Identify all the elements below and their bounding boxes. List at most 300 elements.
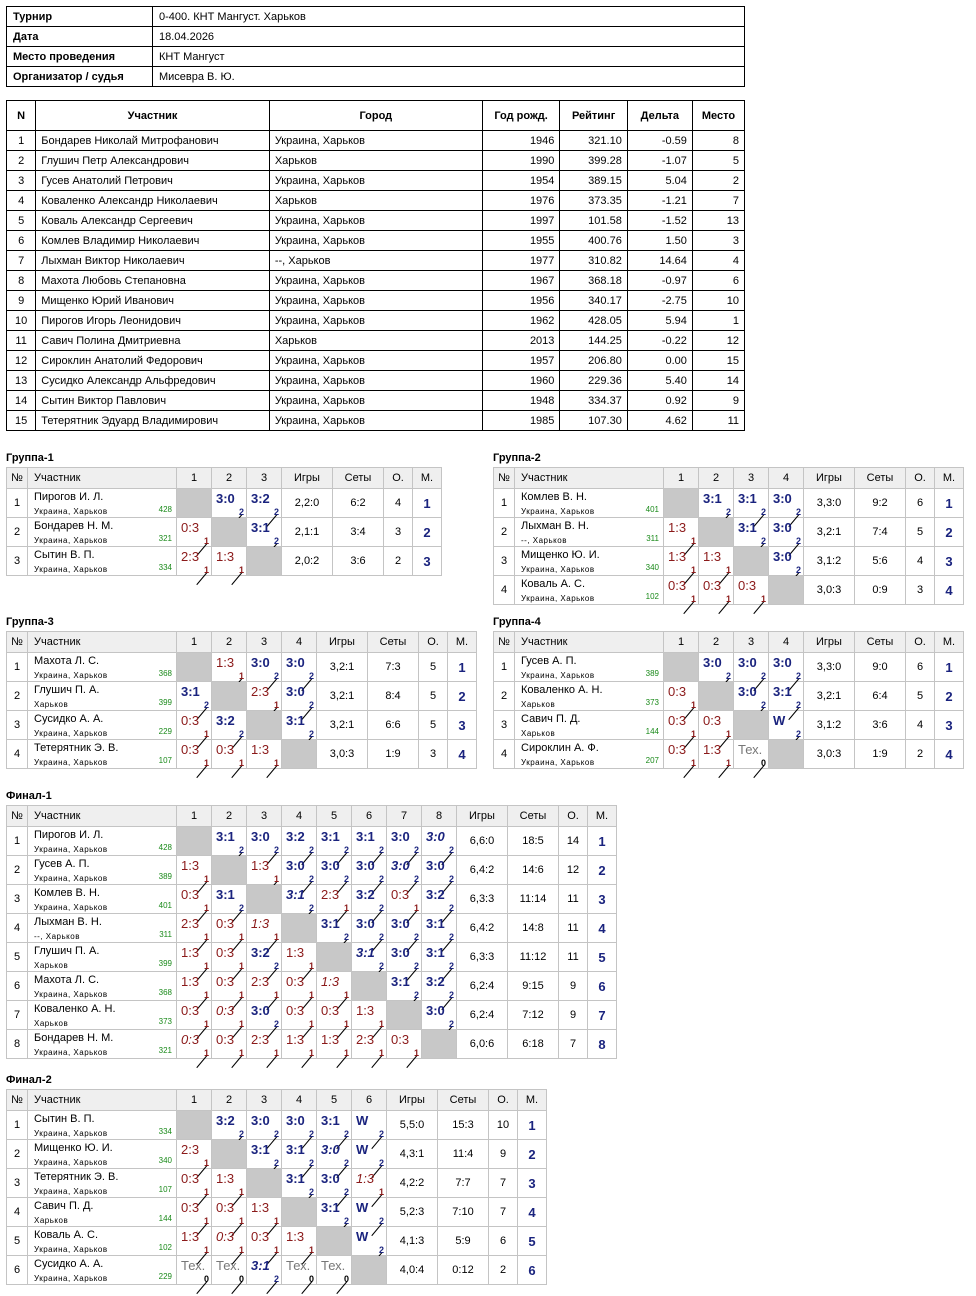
match-result-cell[interactable] (177, 1198, 212, 1227)
match-result-cell[interactable] (247, 1111, 282, 1140)
match-score: 3:1 (738, 520, 757, 535)
match-result-cell[interactable] (317, 914, 352, 943)
match-result-cell[interactable] (177, 740, 212, 769)
participant-row (7, 311, 745, 331)
match-result-cell[interactable] (769, 682, 804, 711)
match-points: 1 (308, 1019, 314, 1029)
participants-header-cell: Рейтинг (560, 101, 627, 131)
player-cell (28, 1169, 177, 1198)
match-result-cell[interactable] (699, 547, 734, 576)
match-result-cell[interactable] (247, 1198, 282, 1227)
match-result-cell[interactable] (317, 885, 352, 914)
match-result-cell[interactable] (699, 489, 734, 518)
match-result-cell[interactable] (212, 1001, 247, 1030)
match-result-cell[interactable] (247, 1227, 282, 1256)
participant-cell: 3 (692, 231, 744, 251)
sets-cell: 1:9 (368, 740, 419, 769)
participant-cell: 14 (7, 391, 36, 411)
match-result-cell[interactable] (317, 1140, 352, 1169)
match-result-cell[interactable] (177, 682, 212, 711)
match-result-cell[interactable] (212, 914, 247, 943)
sets-cell: 11:4 (438, 1140, 489, 1169)
match-result-cell[interactable] (387, 856, 422, 885)
match-result-cell[interactable] (282, 1030, 317, 1059)
match-score: 3:1 (251, 1258, 270, 1273)
match-result-cell[interactable] (247, 1030, 282, 1059)
sets-cell: 18:5 (508, 827, 559, 856)
match-result-cell[interactable] (352, 914, 387, 943)
place-cell: 2 (588, 856, 617, 885)
player-city: Украина, Харьков (521, 758, 595, 767)
match-result-cell[interactable] (212, 489, 247, 518)
match-points: 2 (795, 536, 801, 546)
match-result-cell[interactable] (212, 711, 247, 740)
match-result-cell[interactable] (699, 653, 734, 682)
sets-cell: 1:9 (855, 740, 906, 769)
match-points: 1 (725, 594, 731, 604)
player-rating: 401 (645, 505, 659, 514)
grid-header-points: О. (489, 1090, 518, 1111)
match-result-cell[interactable] (734, 653, 769, 682)
row-number: 4 (494, 576, 515, 605)
match-result-cell[interactable] (664, 682, 699, 711)
group-grid (493, 467, 964, 605)
match-result-cell[interactable] (282, 1169, 317, 1198)
match-score: 3:2 (356, 887, 375, 902)
participant-cell: 340.17 (560, 291, 627, 311)
match-result-cell[interactable] (177, 1001, 212, 1030)
games-cell: 5,5:0 (387, 1111, 438, 1140)
match-result-cell[interactable] (247, 943, 282, 972)
games-cell: 4,0:4 (387, 1256, 438, 1285)
grid-row (494, 489, 964, 518)
games-cell: 2,0:2 (282, 547, 333, 576)
match-result-cell[interactable] (769, 518, 804, 547)
match-result-cell[interactable] (317, 1001, 352, 1030)
player-rating: 401 (158, 901, 172, 910)
match-result-cell[interactable] (317, 972, 352, 1001)
match-score: 3:1 (251, 520, 270, 535)
games-cell: 3,3:0 (804, 653, 855, 682)
match-result-cell[interactable] (212, 1030, 247, 1059)
participant-row (7, 151, 745, 171)
match-result-cell[interactable] (247, 740, 282, 769)
match-score: 1:3 (216, 1171, 235, 1186)
match-points: 2 (448, 961, 454, 971)
info-value: Мисевра В. Ю. (153, 67, 745, 87)
participant-cell: Украина, Харьков (269, 271, 482, 291)
match-result-cell[interactable] (317, 1256, 352, 1285)
match-result-cell[interactable] (387, 827, 422, 856)
grid-row (7, 489, 442, 518)
match-result-cell[interactable] (177, 547, 212, 576)
participant-cell: Пирогов Игорь Леонидович (36, 311, 270, 331)
match-result-cell[interactable] (212, 1256, 247, 1285)
match-result-cell[interactable] (387, 972, 422, 1001)
match-result-cell[interactable] (177, 943, 212, 972)
points-cell: 6 (489, 1227, 518, 1256)
player-name: Мищенко Ю. И. (521, 549, 600, 561)
row-number: 3 (7, 1169, 28, 1198)
match-result-cell[interactable] (247, 827, 282, 856)
games-cell: 6,3:3 (457, 885, 508, 914)
player-cell (28, 1227, 177, 1256)
player-rating: 207 (645, 756, 659, 765)
player-name: Сытин В. П. (34, 1113, 95, 1125)
player-name: Комлев В. Н. (34, 887, 100, 899)
player-name: Бондарев Н. М. (34, 520, 114, 532)
player-rating: 340 (645, 563, 659, 572)
match-result-cell[interactable] (352, 1227, 387, 1256)
participant-cell: Сироклин Анатолий Федорович (36, 351, 270, 371)
points-cell: 5 (419, 682, 448, 711)
match-result-cell[interactable] (282, 1227, 317, 1256)
match-result-cell[interactable] (422, 1001, 457, 1030)
match-result-cell[interactable] (282, 1111, 317, 1140)
match-result-cell[interactable] (387, 1030, 422, 1059)
match-score: 3:0 (356, 858, 375, 873)
match-result-cell[interactable] (769, 489, 804, 518)
match-result-cell[interactable] (177, 518, 212, 547)
grid-header-number: № (7, 1090, 28, 1111)
grid-header-opponent: 5 (317, 1090, 352, 1111)
match-result-cell[interactable] (282, 885, 317, 914)
points-cell: 11 (559, 914, 588, 943)
match-result-cell[interactable] (282, 682, 317, 711)
match-result-cell[interactable] (282, 943, 317, 972)
match-result-cell[interactable] (352, 1001, 387, 1030)
player-name: Глушич П. А. (34, 684, 100, 696)
grid-header-games: Игры (804, 468, 855, 489)
grid-header-row (7, 632, 477, 653)
match-result-cell[interactable] (422, 972, 457, 1001)
match-points: 1 (238, 932, 244, 942)
player-cell (515, 740, 664, 769)
match-result-cell[interactable] (177, 885, 212, 914)
match-result-cell[interactable] (177, 1256, 212, 1285)
match-points: 1 (690, 565, 696, 575)
match-result-cell[interactable] (769, 711, 804, 740)
match-result-cell[interactable] (699, 576, 734, 605)
match-result-cell[interactable] (769, 547, 804, 576)
match-result-cell[interactable] (282, 711, 317, 740)
match-result-cell[interactable] (422, 914, 457, 943)
participant-cell: 206.80 (560, 351, 627, 371)
match-result-cell[interactable] (769, 653, 804, 682)
participant-cell: 1997 (482, 211, 560, 231)
grid-row (7, 885, 617, 914)
match-score: 0:3 (703, 578, 722, 593)
participant-cell: 0.00 (627, 351, 692, 371)
match-result-cell[interactable] (734, 576, 769, 605)
match-result-cell[interactable] (282, 856, 317, 885)
sets-cell: 5:9 (438, 1227, 489, 1256)
group-grid (6, 631, 477, 769)
player-name: Лыхман В. Н. (34, 916, 102, 928)
self-cell (734, 711, 769, 740)
row-number: 2 (7, 856, 28, 885)
match-result-cell[interactable] (282, 1001, 317, 1030)
match-score: 0:3 (181, 887, 200, 902)
match-score: 3:0 (251, 1003, 270, 1018)
match-points: 2 (273, 1019, 279, 1029)
match-points: 0 (760, 758, 766, 768)
participant-cell: Коваленко Александр Николаевич (36, 191, 270, 211)
self-cell (212, 1140, 247, 1169)
match-result-cell[interactable] (177, 1030, 212, 1059)
match-score: 1:3 (216, 549, 235, 564)
match-result-cell[interactable] (734, 518, 769, 547)
match-points: 0 (308, 1274, 314, 1284)
match-result-cell[interactable] (422, 943, 457, 972)
match-points: 1 (238, 990, 244, 1000)
match-result-cell[interactable] (212, 972, 247, 1001)
player-name: Коваленко А. Н. (34, 1003, 116, 1015)
match-points: 2 (343, 845, 349, 855)
match-points: 1 (203, 1019, 209, 1029)
self-cell (247, 885, 282, 914)
points-cell: 4 (906, 547, 935, 576)
match-result-cell[interactable] (247, 653, 282, 682)
match-result-cell[interactable] (664, 518, 699, 547)
match-result-cell[interactable] (699, 740, 734, 769)
player-name: Махота Л. С. (34, 974, 100, 986)
grid-header-opponent: 3 (734, 632, 769, 653)
match-result-cell[interactable] (212, 1227, 247, 1256)
match-score: 3:1 (286, 1171, 305, 1186)
player-name: Комлев В. Н. (521, 491, 587, 503)
match-result-cell[interactable] (247, 1256, 282, 1285)
match-result-cell[interactable] (352, 1198, 387, 1227)
place-cell: 2 (448, 682, 477, 711)
match-score: 1:3 (668, 520, 687, 535)
points-cell: 9 (489, 1140, 518, 1169)
match-result-cell[interactable] (247, 972, 282, 1001)
sets-cell: 9:15 (508, 972, 559, 1001)
match-result-cell[interactable] (422, 827, 457, 856)
match-result-cell[interactable] (282, 972, 317, 1001)
match-points: 2 (343, 1129, 349, 1139)
match-result-cell[interactable] (177, 1227, 212, 1256)
player-rating: 373 (645, 698, 659, 707)
match-result-cell[interactable] (212, 740, 247, 769)
match-result-cell[interactable] (352, 943, 387, 972)
grid-row (7, 914, 617, 943)
match-result-cell[interactable] (352, 1111, 387, 1140)
grid-row (494, 682, 964, 711)
match-points: 2 (378, 1245, 384, 1255)
info-value: 0-400. КНТ Мангуст. Харьков (153, 7, 745, 27)
group-grid (493, 631, 964, 769)
self-cell (387, 1001, 422, 1030)
player-rating: 321 (158, 534, 172, 543)
points-cell: 3 (906, 576, 935, 605)
player-city: Украина, Харьков (34, 758, 108, 767)
match-score: 3:1 (356, 945, 375, 960)
match-score: 0:3 (181, 1200, 200, 1215)
match-result-cell[interactable] (352, 827, 387, 856)
match-result-cell[interactable] (247, 489, 282, 518)
match-result-cell[interactable] (247, 914, 282, 943)
match-result-cell[interactable] (317, 1111, 352, 1140)
games-cell: 2,2:0 (282, 489, 333, 518)
grid-header-points: О. (906, 632, 935, 653)
match-result-cell[interactable] (352, 1169, 387, 1198)
games-cell: 3,2:1 (804, 518, 855, 547)
place-cell: 6 (518, 1256, 547, 1285)
sets-cell: 7:10 (438, 1198, 489, 1227)
match-result-cell[interactable] (734, 489, 769, 518)
grid-header-opponent: 2 (212, 1090, 247, 1111)
participant-cell: 6 (692, 271, 744, 291)
match-score: 3:1 (286, 887, 305, 902)
grid-header-opponent: 4 (282, 1090, 317, 1111)
info-value: 18.04.2026 (153, 27, 745, 47)
match-result-cell[interactable] (177, 914, 212, 943)
info-row (7, 7, 745, 27)
place-cell: 3 (588, 885, 617, 914)
match-result-cell[interactable] (664, 711, 699, 740)
match-result-cell[interactable] (422, 856, 457, 885)
match-result-cell[interactable] (282, 1256, 317, 1285)
participant-cell: 399.28 (560, 151, 627, 171)
match-points: 1 (203, 932, 209, 942)
match-result-cell[interactable] (387, 914, 422, 943)
match-result-cell[interactable] (282, 653, 317, 682)
match-points: 2 (203, 700, 209, 710)
match-score: 3:1 (773, 684, 792, 699)
match-result-cell[interactable] (282, 827, 317, 856)
match-result-cell[interactable] (317, 856, 352, 885)
participant-cell: 5.04 (627, 171, 692, 191)
player-cell (28, 682, 177, 711)
participant-cell: 1985 (482, 411, 560, 431)
participant-cell: 10 (7, 311, 36, 331)
match-result-cell[interactable] (664, 740, 699, 769)
match-result-cell[interactable] (664, 547, 699, 576)
match-points: 1 (273, 874, 279, 884)
match-result-cell[interactable] (247, 1140, 282, 1169)
games-cell: 6,4:2 (457, 914, 508, 943)
player-city: Украина, Харьков (34, 565, 108, 574)
match-result-cell[interactable] (247, 682, 282, 711)
grid-row (7, 1169, 547, 1198)
player-cell (28, 518, 177, 547)
player-name: Пирогов И. Л. (34, 491, 104, 503)
match-result-cell[interactable] (734, 740, 769, 769)
match-result-cell[interactable] (177, 1140, 212, 1169)
match-result-cell[interactable] (317, 1198, 352, 1227)
player-rating: 311 (646, 534, 659, 543)
match-result-cell[interactable] (352, 885, 387, 914)
match-result-cell[interactable] (387, 885, 422, 914)
player-rating: 321 (158, 1046, 172, 1055)
match-result-cell[interactable] (387, 943, 422, 972)
match-result-cell[interactable] (317, 1030, 352, 1059)
match-points: 2 (238, 507, 244, 517)
player-rating: 102 (645, 592, 659, 601)
match-result-cell[interactable] (212, 1169, 247, 1198)
match-result-cell[interactable] (212, 1198, 247, 1227)
match-result-cell[interactable] (212, 885, 247, 914)
match-result-cell[interactable] (734, 682, 769, 711)
match-score: 3:1 (216, 887, 235, 902)
match-score: 1:3 (251, 916, 270, 931)
match-result-cell[interactable] (177, 972, 212, 1001)
participant-cell: 101.58 (560, 211, 627, 231)
grid-row (7, 1111, 547, 1140)
match-result-cell[interactable] (317, 1169, 352, 1198)
match-result-cell[interactable] (177, 711, 212, 740)
match-result-cell[interactable] (177, 1169, 212, 1198)
match-result-cell[interactable] (247, 1001, 282, 1030)
participant-cell: 15 (7, 411, 36, 431)
match-result-cell[interactable] (282, 1140, 317, 1169)
grid-header-sets: Сеты (508, 806, 559, 827)
grid-header-opponent: 1 (177, 468, 212, 489)
points-cell: 6 (906, 489, 935, 518)
grid-header-points: О. (559, 806, 588, 827)
match-result-cell[interactable] (212, 943, 247, 972)
match-points: 0 (343, 1274, 349, 1284)
match-result-cell[interactable] (317, 827, 352, 856)
match-result-cell[interactable] (177, 856, 212, 885)
grid-row (494, 740, 964, 769)
match-score: 3:0 (286, 655, 305, 670)
match-result-cell[interactable] (422, 885, 457, 914)
grid-header-opponent: 1 (664, 468, 699, 489)
row-number: 3 (7, 547, 28, 576)
grid-header-opponent: 2 (212, 806, 247, 827)
match-score: 1:3 (668, 549, 687, 564)
match-result-cell[interactable] (247, 518, 282, 547)
match-score: 1:3 (251, 742, 270, 757)
match-result-cell[interactable] (212, 1111, 247, 1140)
participant-cell: 12 (7, 351, 36, 371)
match-points: 2 (273, 1129, 279, 1139)
match-points: 1 (203, 565, 209, 575)
match-score: 3:0 (286, 1113, 305, 1128)
match-points: 1 (690, 594, 696, 604)
match-points: 2 (795, 507, 801, 517)
participant-cell: Гусев Анатолий Петрович (36, 171, 270, 191)
match-points: 1 (203, 874, 209, 884)
grid-header-row (494, 632, 964, 653)
participant-row (7, 171, 745, 191)
match-points: 1 (273, 1216, 279, 1226)
match-result-cell[interactable] (212, 653, 247, 682)
match-result-cell[interactable] (352, 1140, 387, 1169)
place-cell: 1 (518, 1111, 547, 1140)
sets-cell: 3:4 (333, 518, 384, 547)
match-result-cell[interactable] (699, 711, 734, 740)
match-result-cell[interactable] (664, 576, 699, 605)
grid-header-opponent: 4 (282, 806, 317, 827)
match-score: 3:0 (321, 858, 340, 873)
match-result-cell[interactable] (247, 856, 282, 885)
match-score: 3:0 (426, 858, 445, 873)
match-result-cell[interactable] (352, 1030, 387, 1059)
participant-cell: 310.82 (560, 251, 627, 271)
match-score: 0:3 (181, 1032, 200, 1047)
row-number: 4 (7, 740, 28, 769)
player-rating: 368 (158, 669, 172, 678)
match-result-cell[interactable] (352, 856, 387, 885)
match-result-cell[interactable] (212, 827, 247, 856)
games-cell: 2,1:1 (282, 518, 333, 547)
match-points: 2 (273, 1158, 279, 1168)
match-result-cell[interactable] (212, 547, 247, 576)
